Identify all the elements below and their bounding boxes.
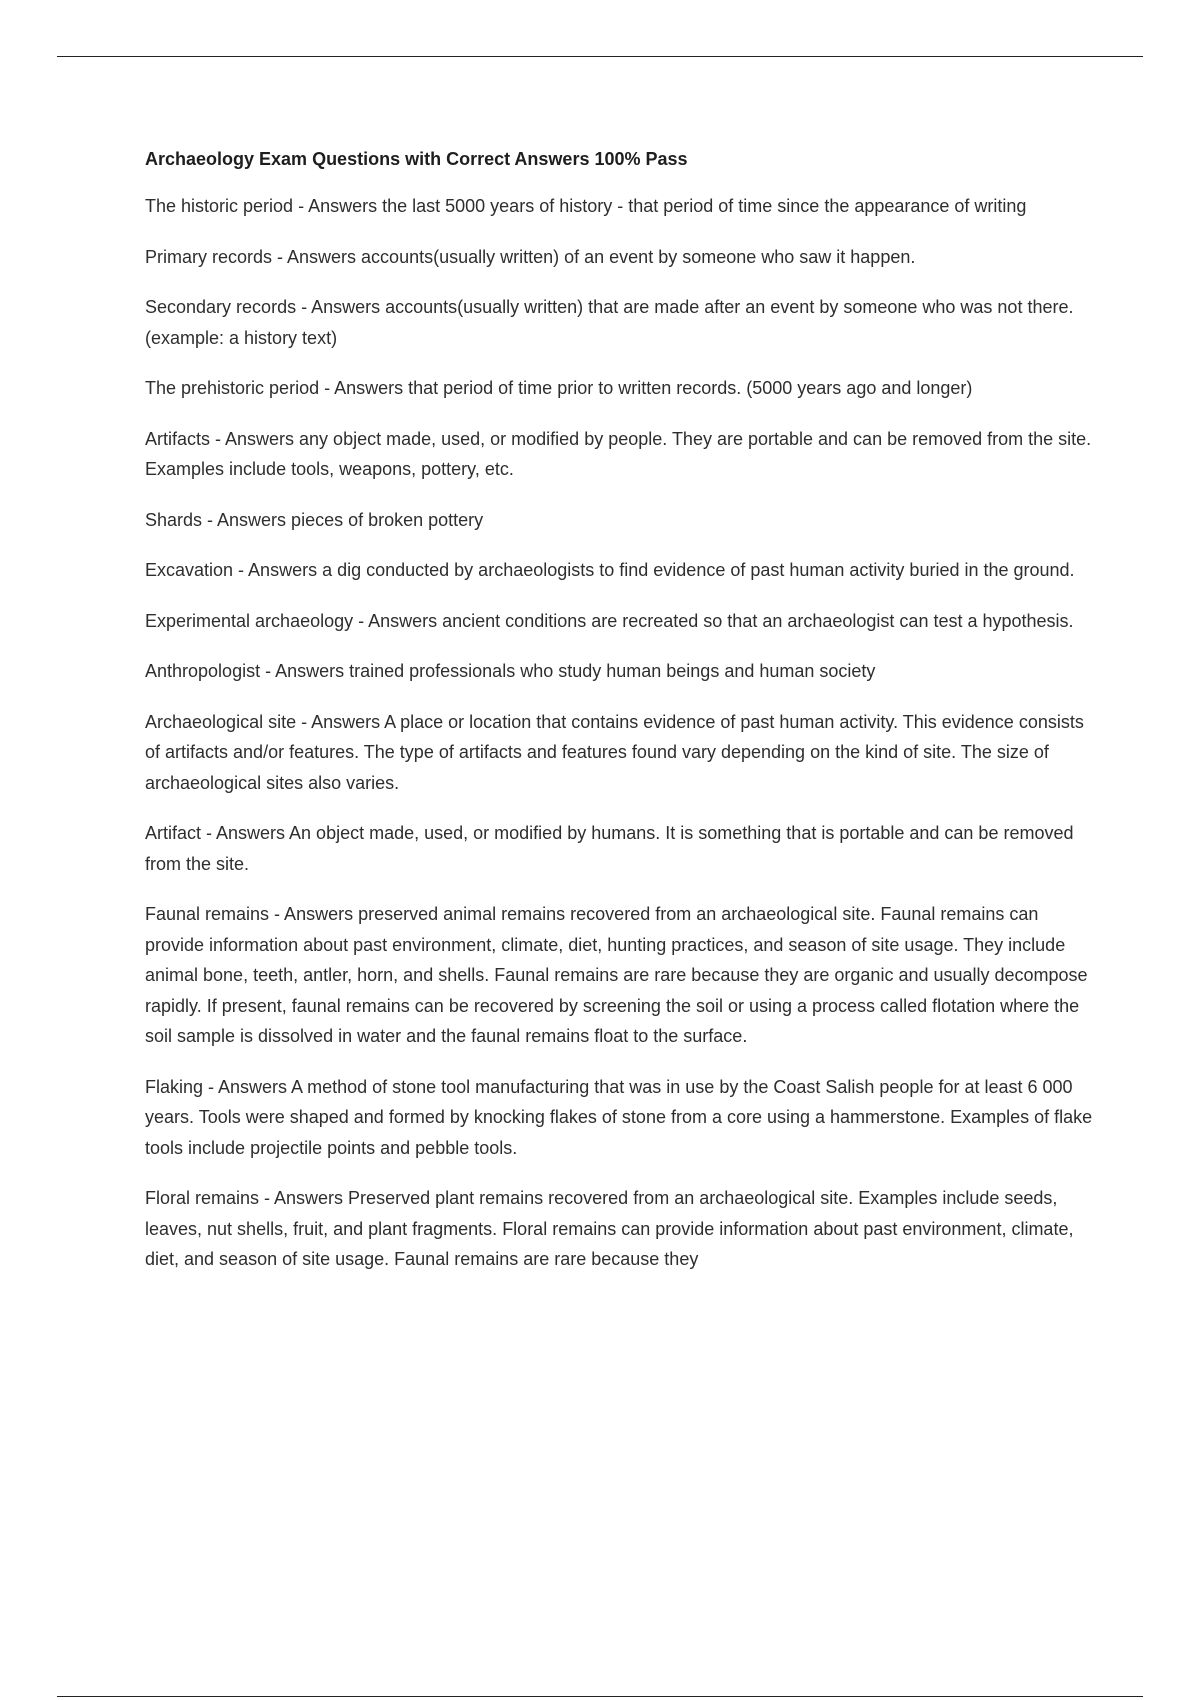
footer-rule — [57, 1696, 1143, 1697]
entry-floral-remains: Floral remains - Answers Preserved plant remains recovered from an archaeological site. Examples include seeds, leaves, nut shells, fruit, and plant fragments. Floral remains can provide information about past environment, climate, diet, and season of site usage. Faunal remains are rare because they — [145, 1188, 1074, 1269]
entry-anthropologist: Anthropologist - Answers trained professionals who study human beings and human society — [145, 661, 876, 681]
entry-artifacts: Artifacts - Answers any object made, used, or modified by people. They are portable and can be removed from the site. Examples include tools, weapons, pottery, etc. — [145, 428, 1092, 479]
entry-shards: Shards - Answers pieces of broken pottery — [145, 509, 484, 530]
document-body — [145, 144, 1095, 1295]
entry-archaeological-site: Archaeological site - Answers A place or location that contains evidence of past human activity. This evidence consists of artifacts and/or features. The type of artifacts and features found vary depending on the kind of site. The size of archaeological sites also varies. — [145, 711, 1084, 793]
entry-faunal-remains: Faunal remains - Answers preserved animal remains recovered from an archaeological site. Faunal remains can provide information about past environment, climate, diet, hunting practices, and season of site usage. They include animal bone, teeth, antler, horn, and shells. Faunal remains are rare because they are organic and usually decompose rapidly. If present, faunal remains can be recovered by screening the soil or using a process called flotation where the soil sample is dissolved in water and the faunal remains float to the surface. — [145, 904, 1088, 1046]
entry-artifact: Artifact - Answers An object made, used, or modified by humans. It is something that is portable and can be removed from the site. — [145, 823, 1074, 874]
entry-historic-period: The historic period - Answers the last 5000 years of history - that period of time since the appearance of writing — [145, 196, 1027, 216]
document-title: Archaeology Exam Questions with Correct Answers 100% Pass — [145, 149, 688, 169]
header-rule — [57, 56, 1143, 57]
entry-excavation: Excavation - Answers a dig conducted by archaeologists to find evidence of past human activity buried in the ground. — [145, 560, 1075, 580]
entry-prehistoric-period: The prehistoric period - Answers that period of time prior to written records. (5000 years ago and longer) — [145, 378, 973, 398]
entry-secondary-records: Secondary records - Answers accounts(usually written) that are made after an event by someone who was not there. (example: a history text) — [145, 297, 1074, 348]
entry-primary-records: Primary records - Answers accounts(usually written) of an event by someone who saw it happen. — [145, 246, 916, 267]
entry-experimental-archaeology: Experimental archaeology - Answers ancient conditions are recreated so that an archaeologist can test a hypothesis. — [145, 610, 1074, 631]
entry-flaking: Flaking - Answers A method of stone tool manufacturing that was in use by the Coast Salish people for at least 6 000 years. Tools were shaped and formed by knocking flakes of stone from a core using a hammerstone. Examples of flake tools include projectile points and pebble tools. — [145, 1076, 1093, 1158]
